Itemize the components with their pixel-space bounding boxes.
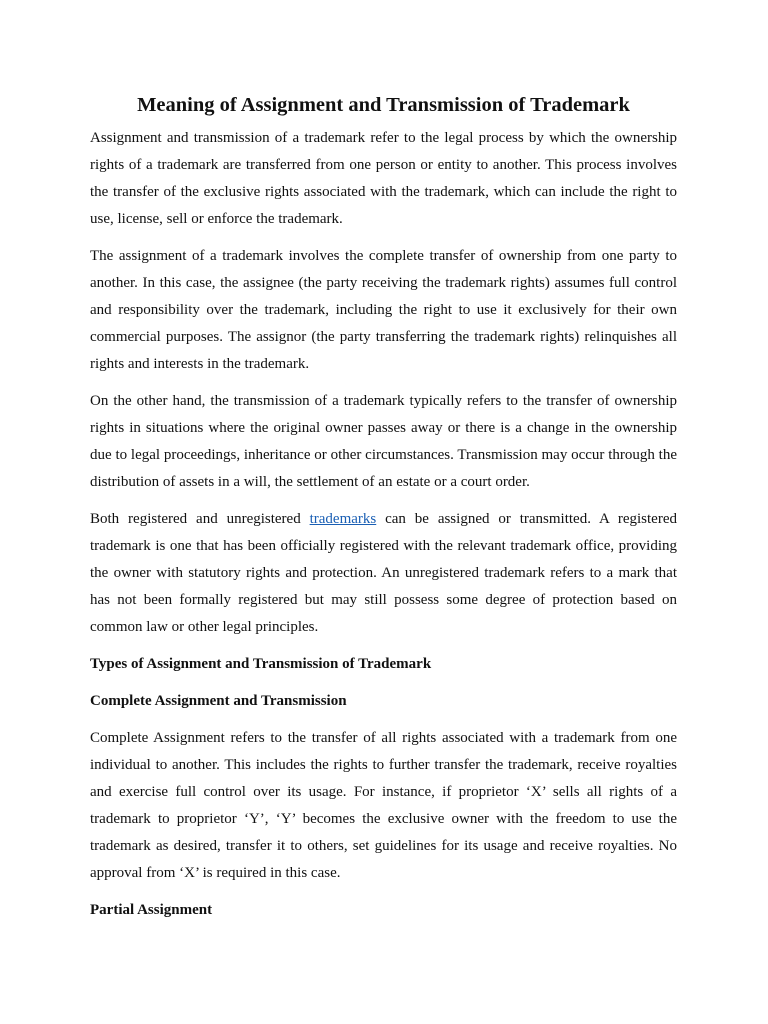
paragraph-transmission: On the other hand, the transmission of a trademark typically refers to the transfer of ownership rights in situations where the original owner passes away or there is a change in the ownership due to legal proceedings, inheritance or other circumstances. Transmission may occur through the distribution of assets in a will, the settlement of an estate or a court order. bbox=[90, 393, 677, 490]
document-title: Meaning of Assignment and Transmission of Trademark bbox=[137, 94, 630, 116]
trademarks-link[interactable]: trademarks bbox=[309, 511, 377, 527]
heading-partial-assignment: Partial Assignment bbox=[90, 902, 213, 918]
heading-types: Types of Assignment and Transmission of Trademark bbox=[90, 656, 432, 672]
paragraph-complete-assignment: Complete Assignment refers to the transfer of all rights associated with a trademark from one individual to another. This includes the rights to further transfer the trademark, receive royalties and exercise full control over its usage. For instance, if proprietor ‘X’ sells all rights of a trademark to proprietor ‘Y’, ‘Y’ becomes the exclusive owner with the freedom to use the trademark as desired, transfer it to others, set guidelines for its usage and receive royalties. No approval from ‘X’ is required in this case. bbox=[90, 730, 677, 881]
paragraph-registered-lead: Both registered and unregistered bbox=[90, 511, 310, 527]
document-page bbox=[90, 90, 677, 934]
paragraph-meaning: Assignment and transmission of a trademark refer to the legal process by which the ownership rights of a trademark are transferred from one person or entity to another. This process involves the transfer of the exclusive rights associated with the trademark, which can include the right to use, license, sell or enforce the trademark. bbox=[90, 130, 677, 227]
paragraph-registered-rest: can be assigned or transmitted. A registered trademark is one that has been officially registered with the relevant trademark office, providing the owner with statutory rights and protection. An unregistered trademark refers to a mark that has not been formally registered but may still possess some degree of protection based on common law or other legal principles. bbox=[90, 511, 677, 635]
paragraph-registered bbox=[90, 506, 677, 641]
heading-complete-assignment: Complete Assignment and Transmission bbox=[90, 693, 347, 709]
paragraph-assignment: The assignment of a trademark involves the complete transfer of ownership from one party to another. In this case, the assignee (the party receiving the trademark rights) assumes full control and responsibility over the trademark, including the right to use it exclusively for their own commercial purposes. The assignor (the party transferring the trademark rights) relinquishes all rights and interests in the trademark. bbox=[90, 248, 677, 372]
